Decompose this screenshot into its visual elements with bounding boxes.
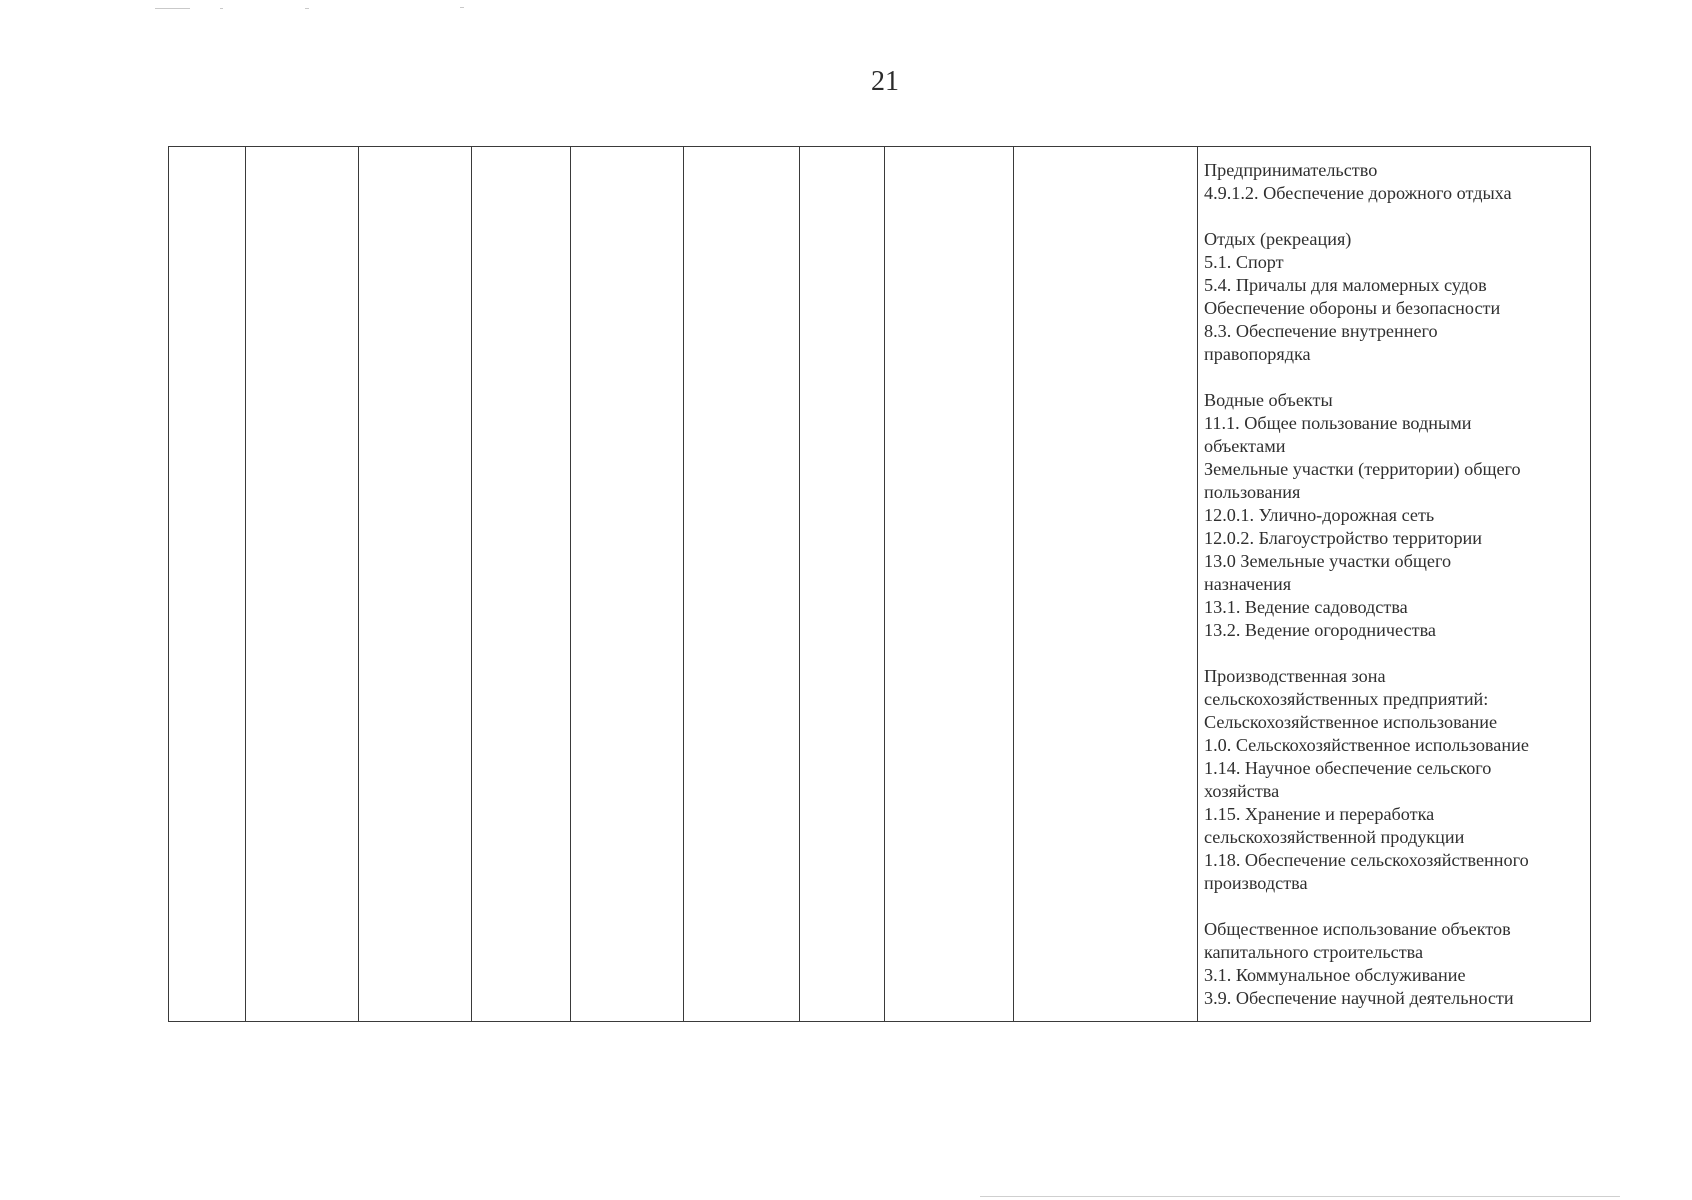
scan-artifact-top-dot-2 <box>305 8 309 9</box>
text-line: сельскохозяйственных предприятий: <box>1204 689 1489 709</box>
scan-artifact-top-dot-3 <box>460 7 464 8</box>
text-line: Земельные участки (территории) общего <box>1204 459 1521 479</box>
text-line: сельскохозяйственной продукции <box>1204 827 1465 847</box>
text-line: Предпринимательство <box>1204 160 1378 180</box>
table-row <box>169 147 1591 1022</box>
text-line: Обеспечение обороны и безопасности <box>1204 298 1501 318</box>
text-line: объектами <box>1204 436 1286 456</box>
empty-cell-col-4 <box>472 147 571 1022</box>
text-line: 12.0.1. Улично-дорожная сеть <box>1204 505 1435 525</box>
text-line: 3.9. Обеспечение научной деятельности <box>1204 988 1514 1008</box>
permitted-use-table <box>168 146 1591 1022</box>
text-line: 5.4. Причалы для маломерных судов <box>1204 275 1487 295</box>
text-line: 11.1. Общее пользование водными <box>1204 413 1472 433</box>
text-line: назначения <box>1204 574 1292 594</box>
text-line: 1.14. Научное обеспечение сельского <box>1204 758 1492 778</box>
page-number: 21 <box>871 66 899 97</box>
text-line: пользования <box>1204 482 1301 502</box>
text-line: 13.2. Ведение огородничества <box>1204 620 1436 640</box>
permitted-uses-cell <box>1198 147 1591 1022</box>
text-line: 13.0 Земельные участки общего <box>1204 551 1452 571</box>
text-line: Общественное использование объектов <box>1204 919 1511 939</box>
text-line: производства <box>1204 873 1308 893</box>
permitted-uses-text <box>1198 147 1590 1010</box>
text-line: 8.3. Обеспечение внутреннего <box>1204 321 1438 341</box>
text-line: хозяйства <box>1204 781 1280 801</box>
text-line: 1.15. Хранение и переработка <box>1204 804 1435 824</box>
text-line: 5.1. Спорт <box>1204 252 1284 272</box>
empty-cell-col-3 <box>359 147 472 1022</box>
text-line: правопорядка <box>1204 344 1311 364</box>
blank-line <box>1204 895 1582 918</box>
text-line: 12.0.2. Благоустройство территории <box>1204 528 1483 548</box>
empty-cell-col-9 <box>1014 147 1198 1022</box>
text-line: Отдых (рекреация) <box>1204 229 1352 249</box>
empty-cell-col-1 <box>169 147 246 1022</box>
text-line: Сельскохозяйственное использование <box>1204 712 1498 732</box>
empty-cell-col-5 <box>571 147 684 1022</box>
empty-cell-col-2 <box>246 147 359 1022</box>
text-line: 13.1. Ведение садоводства <box>1204 597 1408 617</box>
scan-artifact-top-dot-1 <box>220 8 223 9</box>
scan-artifact-bottom-rule <box>980 1196 1620 1197</box>
empty-cell-col-7 <box>800 147 885 1022</box>
blank-line <box>1204 366 1582 389</box>
text-line: 3.1. Коммунальное обслуживание <box>1204 965 1466 985</box>
text-line: 1.18. Обеспечение сельскохозяйственного <box>1204 850 1529 870</box>
text-line: капитального строительства <box>1204 942 1424 962</box>
blank-line <box>1204 642 1582 665</box>
text-line: Производственная зона <box>1204 666 1386 686</box>
blank-line <box>1204 205 1582 228</box>
empty-cell-col-6 <box>684 147 800 1022</box>
text-line: 4.9.1.2. Обеспечение дорожного отдыха <box>1204 183 1512 203</box>
text-line: 1.0. Сельскохозяйственное использование <box>1204 735 1529 755</box>
text-line: Водные объекты <box>1204 390 1333 410</box>
scan-artifact-top-left <box>155 8 190 9</box>
empty-cell-col-8 <box>885 147 1014 1022</box>
